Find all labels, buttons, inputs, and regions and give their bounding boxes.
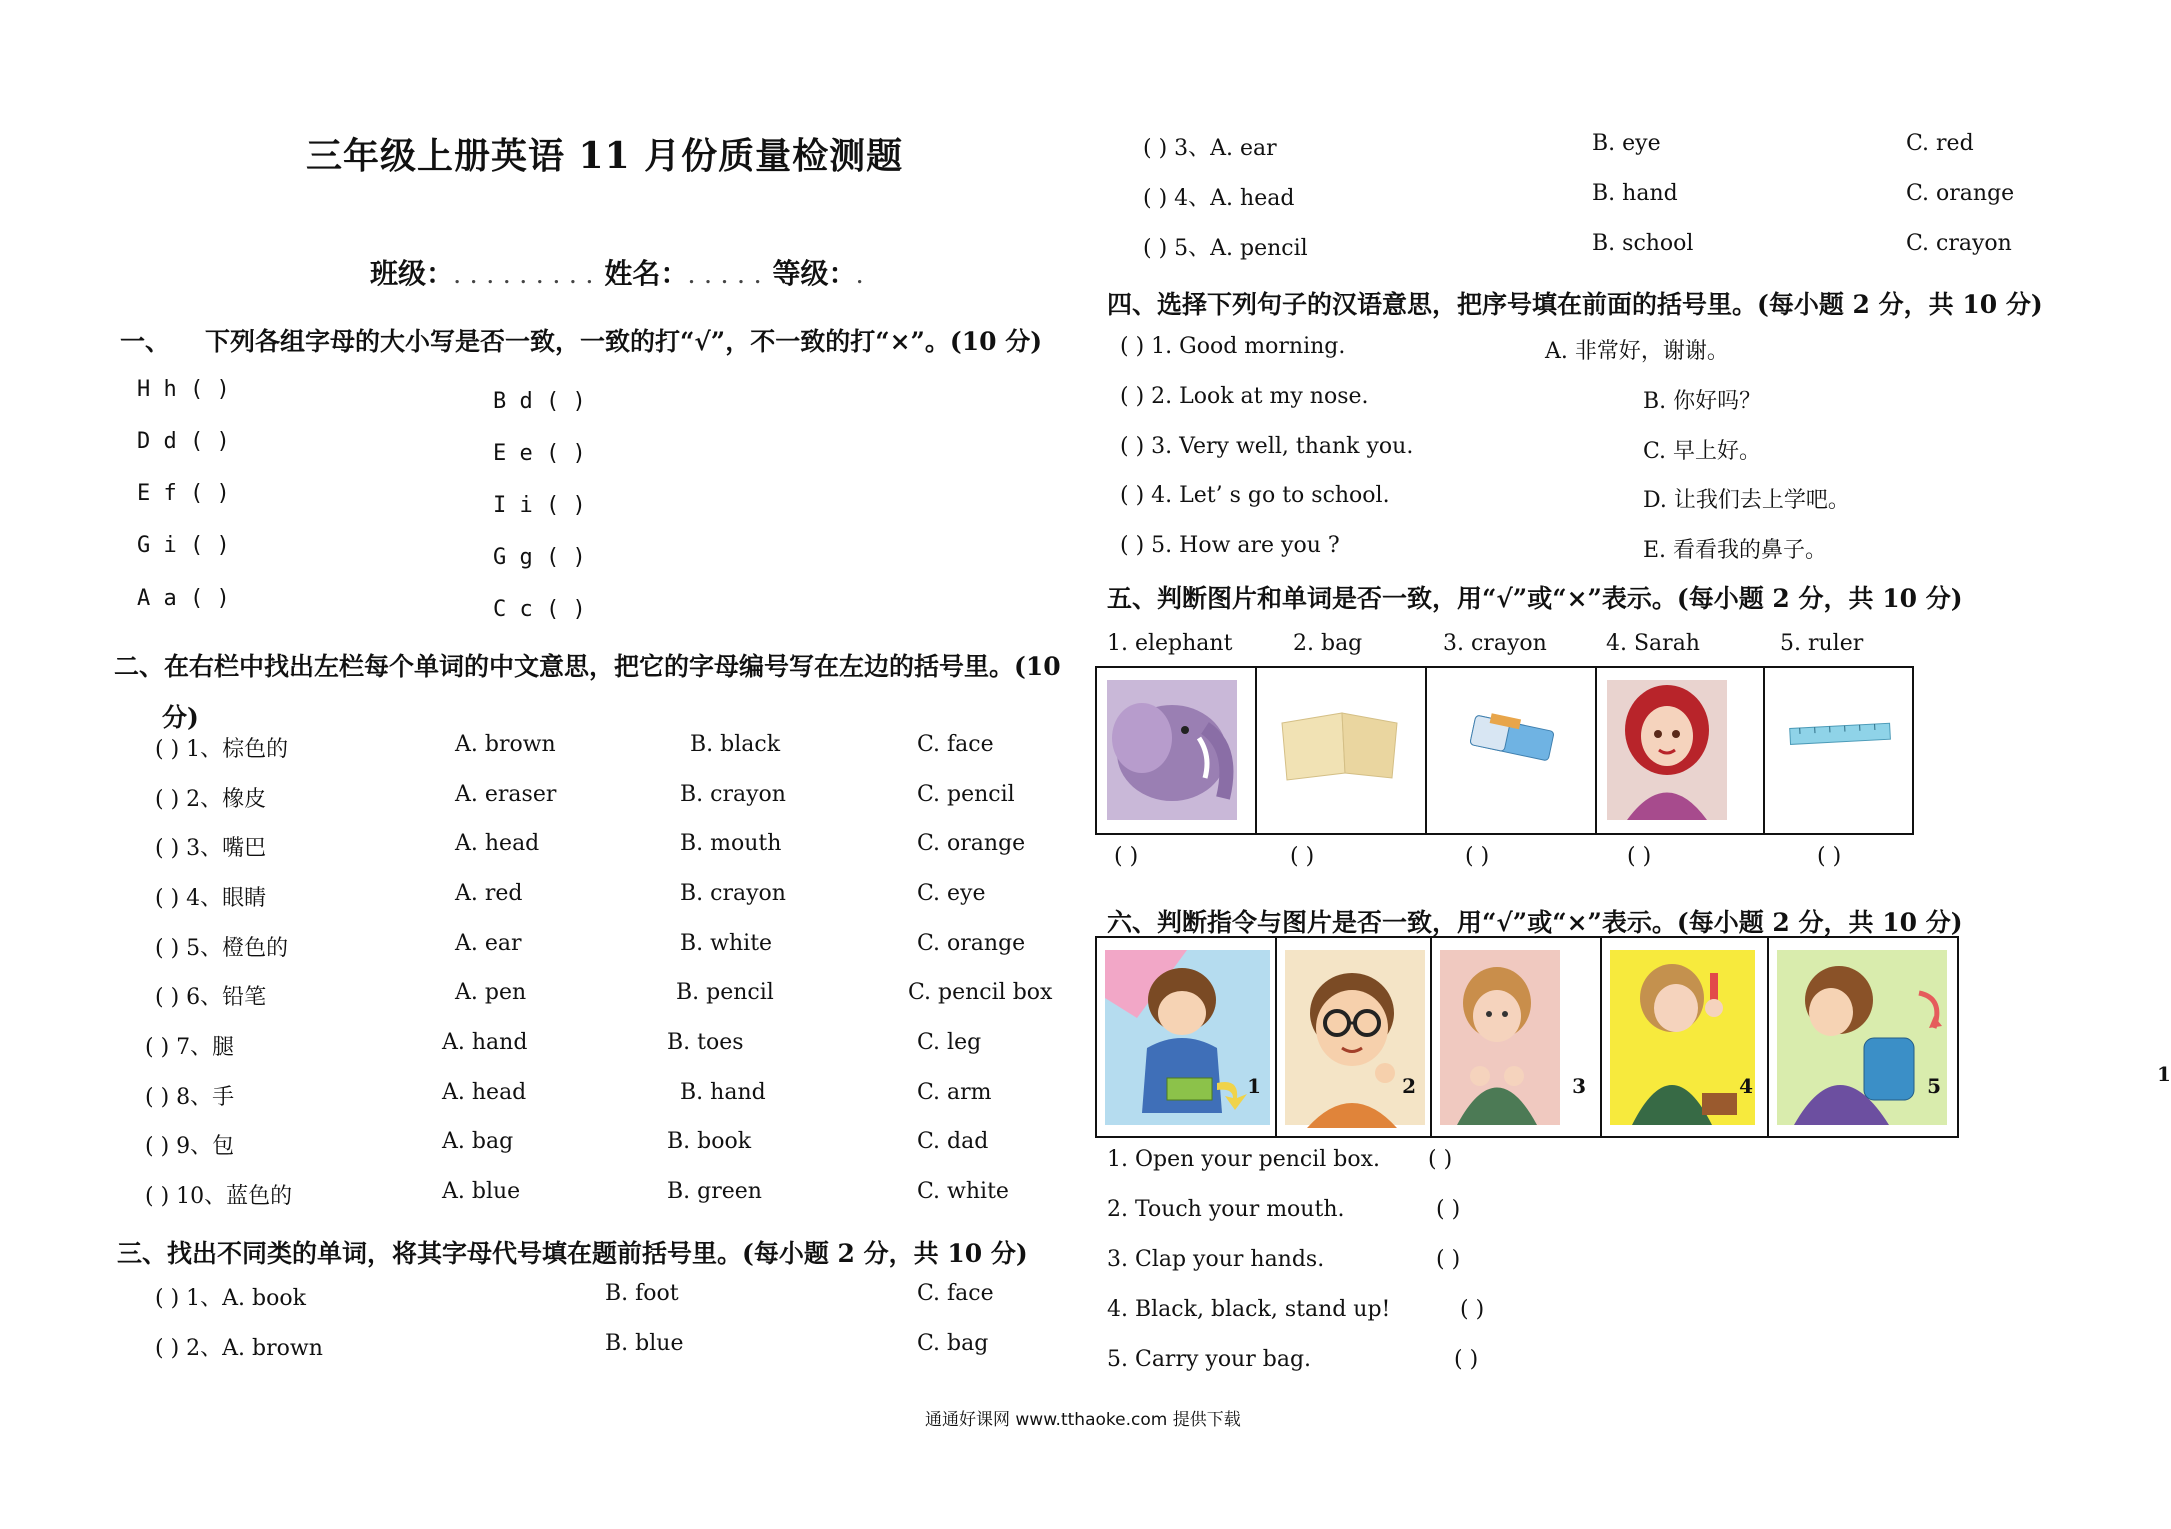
s2-question: ( ) 8、手 (145, 1085, 235, 1110)
s4-question: ( ) 2. Look at my nose. (1120, 384, 1369, 409)
girl-picture (1597, 668, 1765, 833)
s2-question: ( ) 2、橡皮 (155, 787, 267, 812)
s5-word: 5. ruler (1780, 631, 1864, 656)
s5-answer-blank[interactable]: ( ) (1290, 844, 1315, 869)
s3-question: ( ) 3、A. ear (1143, 136, 1277, 161)
s5-picture-cell (1097, 668, 1257, 833)
s2-option-c: C. pencil box (908, 980, 1053, 1005)
s5-picture-cell (1597, 668, 1765, 833)
s5-picture-cell (1427, 668, 1597, 833)
s2-option-a: A. eraser (455, 782, 557, 807)
s4-answer: D. 让我们去上学吧。 (1643, 488, 1850, 513)
s2-option-b: B. black (690, 732, 781, 757)
s2-option-c: C. orange (917, 931, 1026, 956)
class-blank: . . . . . . . . . (454, 267, 595, 288)
s2-option-b: B. crayon (680, 782, 786, 807)
s5-answer-blank[interactable]: ( ) (1817, 844, 1842, 869)
s1-left-item: A a ( ) (137, 586, 230, 611)
s5-word: 3. crayon (1443, 631, 1547, 656)
s6-picture-number: 1 (1247, 1074, 1261, 1098)
s3-option-b: B. foot (605, 1281, 679, 1306)
s1-right-item: C c ( ) (493, 597, 586, 622)
s2-option-a: A. ear (455, 931, 522, 956)
s6-picture-cell (1432, 938, 1602, 1136)
s4-answer: E. 看看我的鼻子。 (1643, 538, 1828, 563)
s6-picture-grid (1095, 936, 1959, 1138)
s6-picture-cell (1277, 938, 1432, 1136)
s2-question: ( ) 3、嘴巴 (155, 836, 267, 861)
s5-picture-cell (1765, 668, 1912, 833)
s6-instruction: 2. Touch your mouth. (1107, 1197, 1345, 1222)
s2-option-a: A. pen (455, 980, 527, 1005)
s3-option-c: C. orange (1906, 181, 2015, 206)
s2-option-c: C. eye (917, 881, 986, 906)
student-info-line (370, 252, 865, 292)
s2-question: ( ) 5、橙色的 (155, 936, 289, 961)
s1-left-item: H h ( ) (137, 377, 230, 402)
girl-clapping-picture (1432, 938, 1602, 1136)
s2-option-a: A. head (442, 1080, 527, 1105)
s5-word: 1. elephant (1107, 631, 1233, 656)
s2-option-a: A. hand (442, 1030, 528, 1055)
s5-answer-blank[interactable]: ( ) (1627, 844, 1652, 869)
s3-question: ( ) 2、A. brown (155, 1336, 323, 1361)
s2-option-c: C. orange (917, 831, 1026, 856)
s6-answer-blank[interactable]: ( ) (1454, 1347, 1479, 1372)
s3-question: ( ) 1、A. book (155, 1286, 306, 1311)
s2-option-b: B. green (667, 1179, 762, 1204)
s3-question: ( ) 4、A. head (1143, 186, 1295, 211)
s2-question: ( ) 7、腿 (145, 1035, 235, 1060)
s2-question: ( ) 1、棕色的 (155, 737, 289, 762)
s2-question: ( ) 10、蓝色的 (145, 1184, 293, 1209)
name-label: 姓名： (604, 257, 689, 290)
s2-option-c: C. pencil (917, 782, 1015, 807)
s4-answer: A. 非常好，谢谢。 (1545, 339, 1729, 364)
s2-question: ( ) 6、铅笔 (155, 985, 267, 1010)
s6-picture-number: 4 (1739, 1074, 1753, 1098)
s2-option-a: A. head (455, 831, 540, 856)
s3-question: ( ) 5、A. pencil (1143, 236, 1308, 261)
s1-left-item: E f ( ) (137, 481, 230, 506)
s2-option-c: C. arm (917, 1080, 992, 1105)
s6-answer-blank[interactable]: ( ) (1460, 1297, 1485, 1322)
s2-option-b: B. mouth (680, 831, 782, 856)
name-blank: . . . . . (688, 267, 763, 288)
s4-question: ( ) 1. Good morning. (1120, 334, 1346, 359)
boy-with-glasses-picture (1277, 938, 1432, 1136)
s3-option-c: C. face (917, 1281, 994, 1306)
section2-heading: 二、在右栏中找出左栏每个单词的中文意思，把它的字母编号写在左边的括号里。(10 (114, 652, 1061, 681)
section5-heading: 五、判断图片和单词是否一致，用“√”或“×”表示。(每小题 2 分，共 10 分) (1107, 584, 1963, 613)
s3-option-c: C. crayon (1906, 231, 2012, 256)
s4-question: ( ) 5. How are you ? (1120, 533, 1340, 558)
s5-answer-blank[interactable]: ( ) (1465, 844, 1490, 869)
section1-number: 一、 (120, 327, 171, 356)
s6-instruction: 1. Open your pencil box. (1107, 1147, 1381, 1172)
s2-question: ( ) 4、眼睛 (155, 886, 267, 911)
s1-left-item: G i ( ) (137, 533, 230, 558)
s2-option-c: C. dad (917, 1129, 989, 1154)
s6-picture-cell (1602, 938, 1769, 1136)
page-title: 三年级上册英语 11 月份质量检测题 (306, 135, 904, 177)
s4-answer: B. 你好吗？ (1643, 389, 1762, 414)
s2-option-b: B. book (667, 1129, 752, 1154)
s5-picture-grid (1095, 666, 1914, 835)
s2-option-b: B. crayon (680, 881, 786, 906)
section2-heading-cont: 分) (162, 703, 199, 732)
section4-heading: 四、选择下列句子的汉语意思，把序号填在前面的括号里。(每小题 2 分，共 10 分) (1107, 290, 2043, 319)
footer-credit: 通通好课网 www.tthaoke.com 提供下载 (925, 1410, 1241, 1430)
s5-picture-cell (1257, 668, 1427, 833)
book-picture (1257, 668, 1427, 833)
s2-option-c: C. leg (917, 1030, 982, 1055)
s3-option-b: B. blue (605, 1331, 684, 1356)
eraser-picture (1427, 668, 1597, 833)
boy-opening-pencil-box-picture (1097, 938, 1277, 1136)
s2-option-a: A. brown (455, 732, 556, 757)
s6-instruction: 3. Clap your hands. (1107, 1247, 1325, 1272)
s2-option-b: B. hand (680, 1080, 766, 1105)
section3-heading: 三、找出不同类的单词，将其字母代号填在题前括号里。(每小题 2 分，共 10 分) (117, 1239, 1028, 1268)
ruler-picture (1765, 668, 1912, 833)
s2-option-b: B. toes (667, 1030, 744, 1055)
s1-right-item: B d ( ) (493, 389, 586, 414)
class-label: 班级： (370, 257, 455, 290)
s5-word: 4. Sarah (1606, 631, 1700, 656)
s6-instruction: 4. Black, black, stand up! (1107, 1297, 1391, 1322)
s1-right-item: I i ( ) (493, 493, 586, 518)
s2-option-b: B. white (680, 931, 773, 956)
s4-answer: C. 早上好。 (1643, 439, 1762, 464)
s6-picture-cell (1097, 938, 1277, 1136)
s3-option-b: B. hand (1592, 181, 1678, 206)
s1-right-item: E e ( ) (493, 441, 586, 466)
s6-picture-cell (1769, 938, 1955, 1136)
section1-heading: 下列各组字母的大小写是否一致，一致的打“√”，不一致的打“×”。(10 分) (205, 327, 1043, 356)
s5-word: 2. bag (1293, 631, 1363, 656)
s3-option-b: B. school (1592, 231, 1694, 256)
grade-blank: . (856, 267, 865, 288)
s4-question: ( ) 4. Let’ s go to school. (1120, 483, 1390, 508)
s3-option-b: B. eye (1592, 131, 1661, 156)
s6-answer-blank[interactable]: ( ) (1428, 1147, 1453, 1172)
s2-option-a: A. bag (442, 1129, 514, 1154)
boy-carrying-bag-picture (1769, 938, 1955, 1136)
s5-answer-blank[interactable]: ( ) (1114, 844, 1139, 869)
s3-option-c: C. red (1906, 131, 1974, 156)
s1-left-item: D d ( ) (137, 429, 230, 454)
s6-picture-number: 5 (1927, 1074, 1941, 1098)
s6-picture-number: 3 (1572, 1074, 1586, 1098)
s2-option-c: C. face (917, 732, 994, 757)
s6-answer-blank[interactable]: ( ) (1436, 1197, 1461, 1222)
s6-picture-number: 2 (1402, 1074, 1416, 1098)
page-number: 1 (2157, 1062, 2171, 1086)
s2-option-b: B. pencil (676, 980, 774, 1005)
s2-option-c: C. white (917, 1179, 1009, 1204)
s3-option-c: C. bag (917, 1331, 989, 1356)
s2-option-a: A. red (455, 881, 523, 906)
s4-question: ( ) 3. Very well, thank you. (1120, 434, 1414, 459)
section6-heading: 六、判断指令与图片是否一致，用“√”或“×”表示。(每小题 2 分，共 10 分) (1107, 908, 1963, 937)
grade-label: 等级： (772, 257, 857, 290)
elephant-picture (1097, 668, 1257, 833)
s6-answer-blank[interactable]: ( ) (1436, 1247, 1461, 1272)
s6-instruction: 5. Carry your bag. (1107, 1347, 1312, 1372)
s1-right-item: G g ( ) (493, 545, 586, 570)
girl-holding-crayon-picture (1602, 938, 1769, 1136)
s2-question: ( ) 9、包 (145, 1134, 235, 1159)
s2-option-a: A. blue (442, 1179, 521, 1204)
